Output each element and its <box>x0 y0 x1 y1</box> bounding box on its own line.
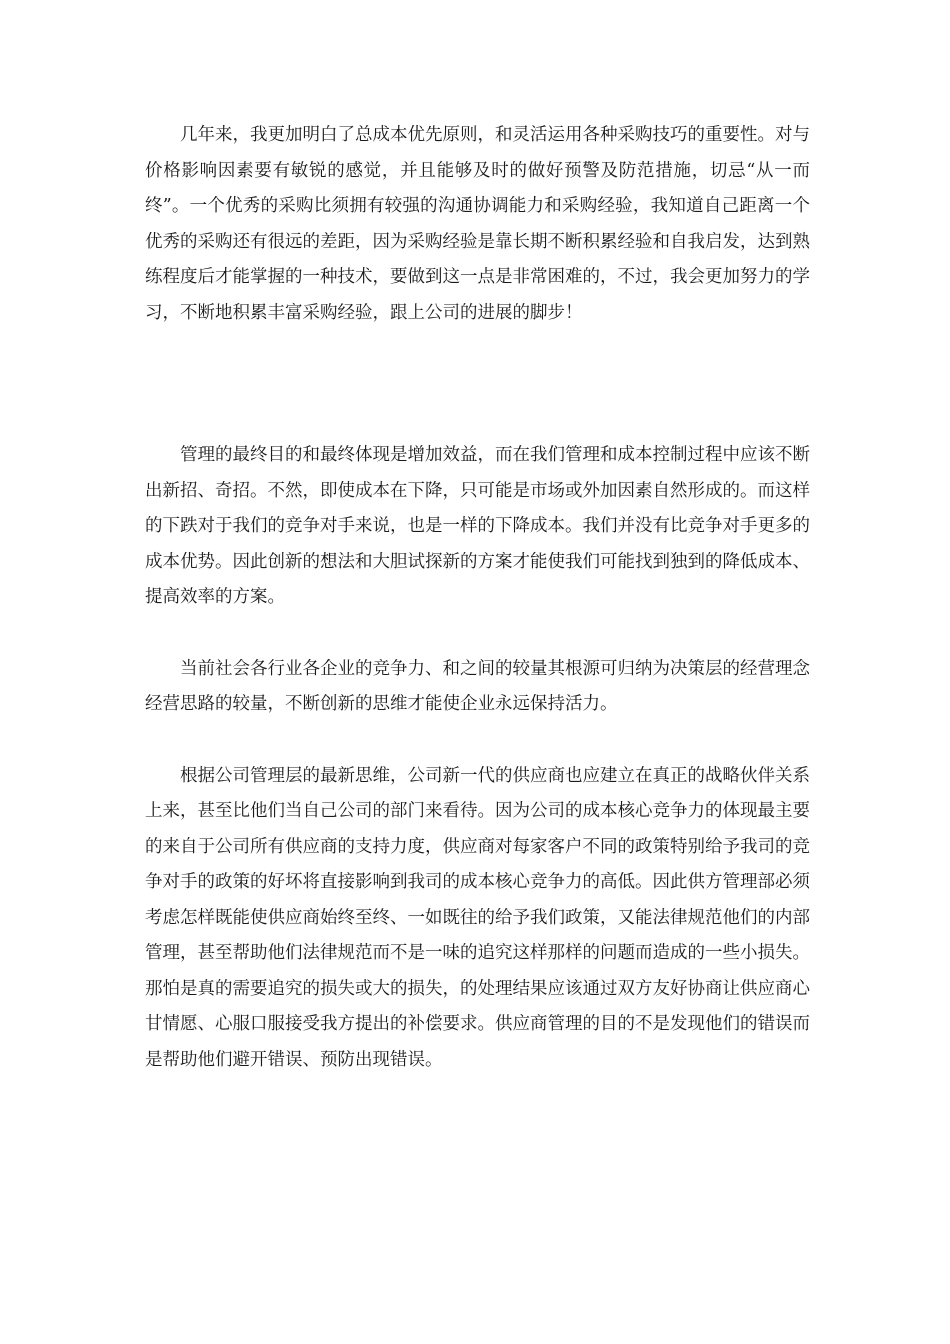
document-body <box>145 118 810 1078</box>
paragraph-spacer <box>145 616 810 652</box>
paragraph-procurement-experience: 几年来，我更加明白了总成本优先原则，和灵活运用各种采购技巧的重要性。对与价格影响因素要有敏锐的感觉，并且能够及时的做好预警及防范措施，切忌“从一而终”。一个优秀的采购比须拥有较强的沟通协调能力和采购经验，我知道自己距离一个优秀的采购还有很远的差距，因为采购经验是靠长期不断积累经验和自我启发，达到熟练程度后才能掌握的一种技术，要做到这一点是非常困难的，不过，我会更加努力的学习，不断地积累丰富采购经验，跟上公司的进展的脚步！ <box>145 125 810 323</box>
paragraph-spacer <box>145 331 810 438</box>
paragraph-supplier-management: 根据公司管理层的最新思维，公司新一代的供应商也应建立在真正的战略伙伴关系上来，甚至比他们当自己公司的部门来看待。因为公司的成本核心竞争力的体现最主要的来自于公司所有供应商的支持力度，供应商对每家客户不同的政策特别给予我司的竞争对手的政策的好坏将直接影响到我司的成本核心竞争力的高低。因此供方管理部必须考虑怎样既能使供应商始终至终、一如既往的给予我们政策，又能法律规范他们的内部管理，甚至帮助他们法律规范而不是一味的追究这样那样的问题而造成的一些小损失。那怕是真的需要追究的损失或大的损失，的处理结果应该通过双方友好协商让供应商心甘情愿、心服口服接受我方提出的补偿要求。供应商管理的目的不是发现他们的错误而是帮助他们避开错误、预防出现错误。 <box>145 765 810 1070</box>
paragraph-management-innovation: 管理的最终目的和最终体现是增加效益，而在我们管理和成本控制过程中应该不断出新招、奇招。不然，即使成本在下降，只可能是市场或外加因素自然形成的。而这样的下跌对于我们的竞争对手来说，也是一样的下降成本。我们并没有比竞争对手更多的成本优势。因此创新的想法和大胆试探新的方案才能使我们可能找到独到的降低成本、提高效率的方案。 <box>145 445 810 607</box>
paragraph-competitiveness: 当前社会各行业各企业的竞争力、和之间的较量其根源可归纳为决策层的经营理念经营思路的较量，不断创新的思维才能使企业永远保持活力。 <box>145 658 810 714</box>
paragraph-spacer <box>145 723 810 759</box>
